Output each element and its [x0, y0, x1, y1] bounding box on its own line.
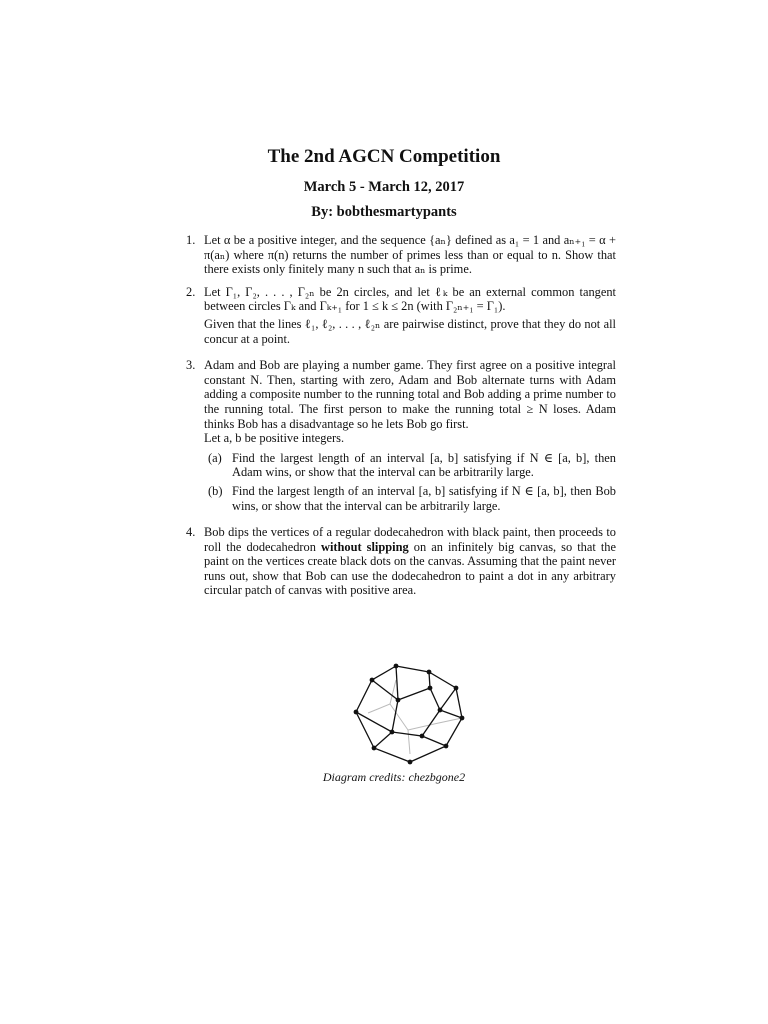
problem-number: 2. [186, 284, 196, 299]
problem-text-continued: Given that the lines ℓ₁, ℓ₂, . . . , ℓ₂ₙ are pairwise distinct, prove that they do not all concur at a point. [204, 316, 616, 346]
problem-text-part: Bob dips the vertices of a regular dodecahedron with black paint, then proceeds to roll the dodecahedron [204, 525, 616, 554]
problem-2 [186, 285, 616, 346]
page-title: The 2nd AGCN Competition [267, 146, 501, 167]
subpart-text: Find the largest length of an interval [a, b] satisfying if N ∈ [a, b], then Adam wins, or show that the interval can be arbitrarily large. [232, 450, 616, 480]
problem-text: Let Γ₁, Γ₂, . . . , Γ₂ₙ be 2n circles, and let ℓₖ be an external common tangent between circles Γₖ and Γₖ₊₁ for 1 ≤ k ≤ 2n (with Γ₂ₙ₊₁ = Γ₁). [204, 284, 616, 314]
vertex-dots [354, 664, 465, 765]
emphasis-text: without slipping [321, 539, 409, 554]
problem-number: 4. [186, 525, 196, 540]
problem-text: Let α be a positive integer, and the sequence {aₙ} defined as a₁ = 1 and aₙ₊₁ = α + π(aₙ) where π(n) returns the number of primes less than or equal to n. Show that there exists only finitely many n such that aₙ is prime. [204, 233, 616, 277]
figure-caption: Diagram credits: chezbgone2 [322, 770, 466, 784]
problem-text [204, 525, 616, 598]
problem-3 [186, 358, 616, 513]
subpart-label: (a) [208, 450, 222, 465]
problem-text-continued: Let a, b be positive integers. [204, 431, 345, 446]
subpart-b [204, 484, 616, 513]
problem-number: 1. [186, 233, 196, 247]
date-range: March 5 - March 12, 2017 [303, 179, 465, 195]
problem-number: 3. [186, 358, 196, 373]
dodecahedron-diagram [350, 660, 470, 768]
subpart-a [204, 451, 616, 480]
problem-list [186, 233, 616, 606]
problem-text: Adam and Bob are playing a number game. They first agree on a positive integral constant N. Then, starting with zero, Adam and Bob alternate turns with Adam adding a composite number to the running total and Bob adding a prime number to the running total. The first person to make the running total ≥ N loses. Adam thinks Bob has a disadvantage so he lets Bob go first. [204, 358, 616, 431]
problem-1 [186, 233, 616, 277]
subpart-text: Find the largest length of an interval [a, b] satisfying if N ∈ [a, b], then Bob wins, or show that the interval can be arbitrarily large. [232, 483, 616, 513]
problem-text-part: on an infinitely big canvas, so that the paint on the vertices create black dots on the canvas. Assuming that the paint never runs out, show that Bob can use the dodecahedron to paint a dot in any arbitrary circular patch of canvas with positive area. [204, 539, 616, 598]
problem-4 [186, 525, 616, 598]
subpart-list [204, 451, 616, 513]
subpart-label: (b) [208, 483, 223, 498]
author-line: By: bobthesmartypants [311, 204, 457, 220]
